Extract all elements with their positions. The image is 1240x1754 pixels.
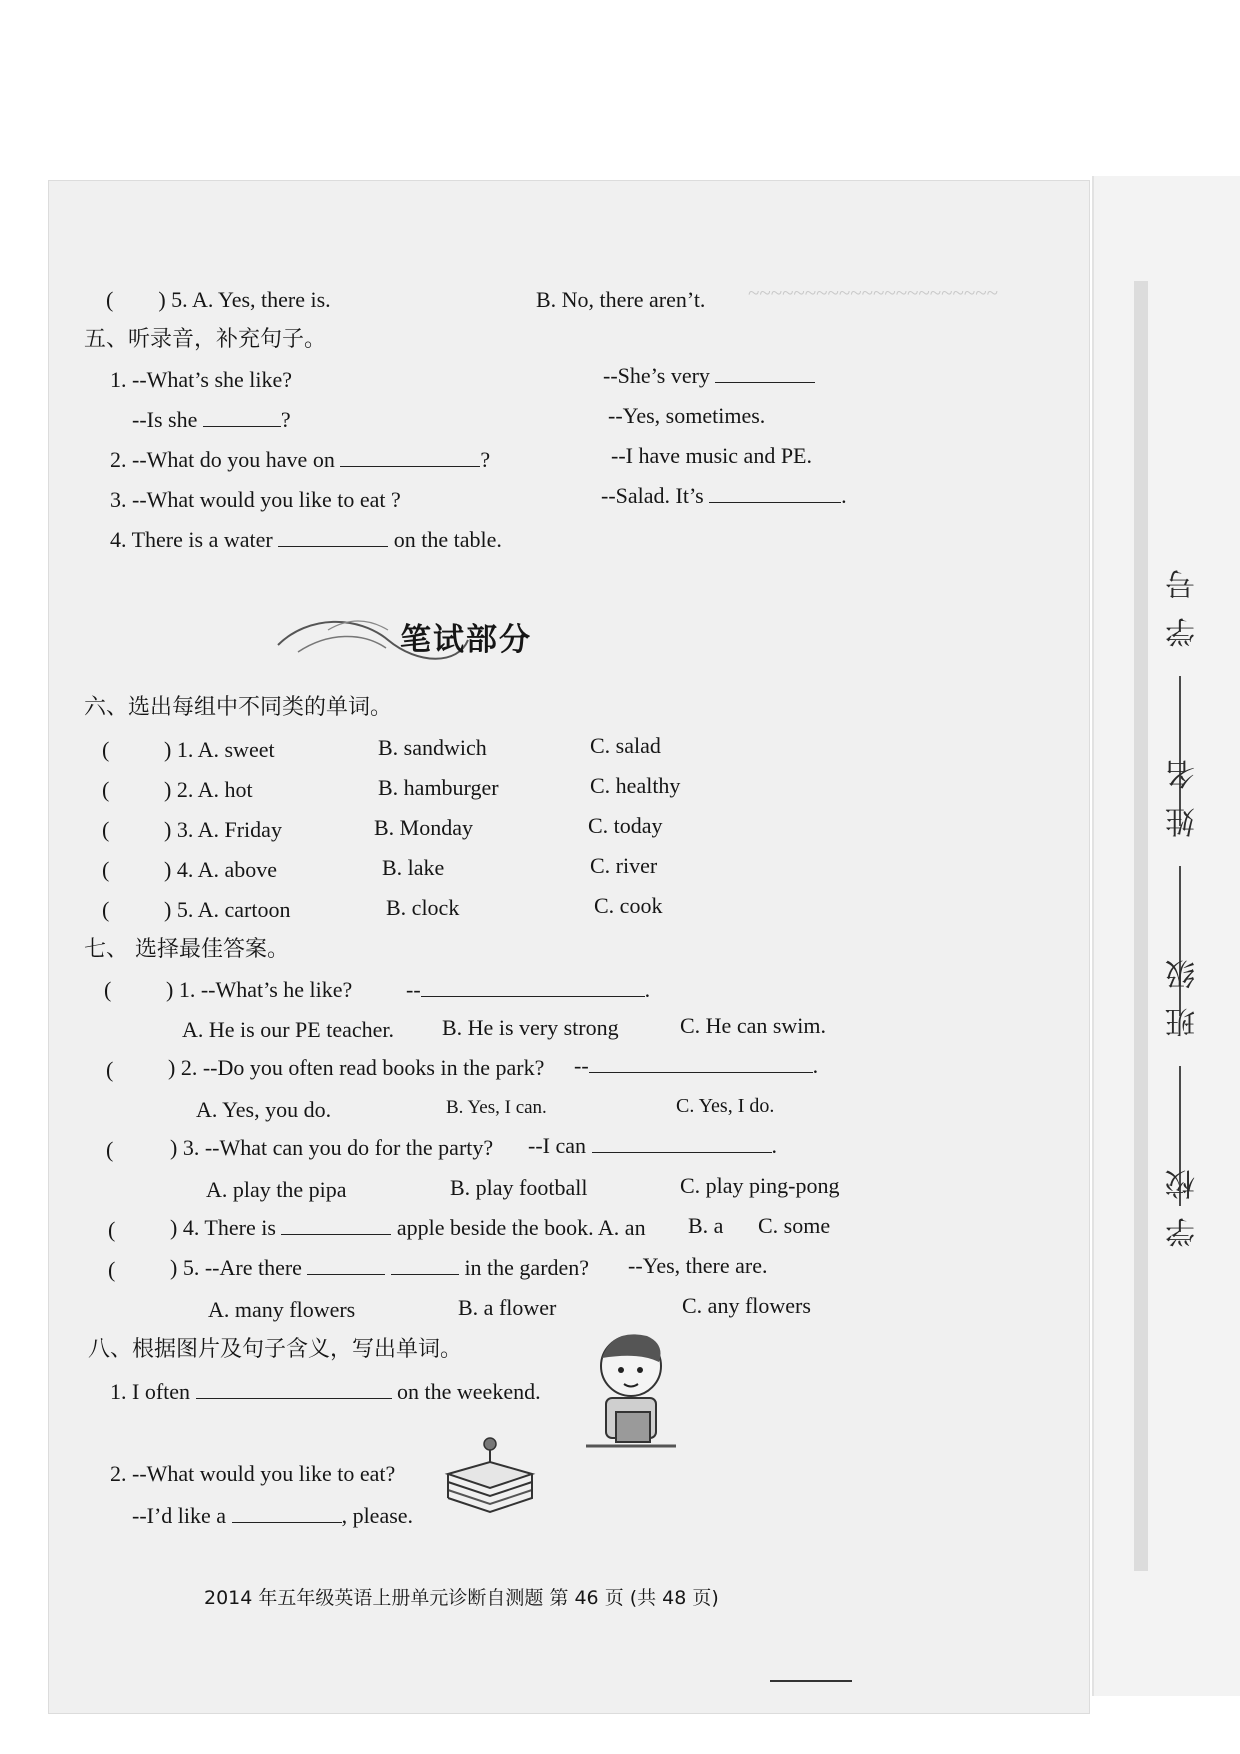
s7-paren: (	[106, 1057, 114, 1082]
s7-q4-b: B. a	[688, 1213, 724, 1238]
s7-q4: ) 4. There is apple beside the book. A. an	[170, 1215, 646, 1240]
s5-line2-left: --Is she ?	[132, 407, 291, 432]
section6-heading: 六、选出每组中不同类的单词。	[84, 695, 393, 720]
s6-row: (	[102, 817, 110, 842]
s7-q3-b: B. play football	[450, 1175, 588, 1200]
s7-q5-c: C. any flowers	[682, 1293, 811, 1318]
s5-line1-right: --She’s very	[603, 362, 815, 390]
s5-line5: 4. There is a water on the table.	[110, 527, 502, 552]
section5-heading: 五、听录音，补充句子。	[84, 327, 327, 352]
s7-q1: ) 1. --What’s he like?	[166, 977, 353, 1002]
s5-line3-right: --I have music and PE.	[611, 443, 812, 468]
s6-row-b: B. sandwich	[378, 735, 487, 760]
s7-paren: (	[108, 1257, 116, 1282]
s5-line4-right: --Salad. It’s .	[601, 483, 847, 508]
s8-line3: --I’d like a , please.	[132, 1503, 414, 1528]
s6-row: (	[102, 897, 110, 922]
stub-label-school: 学校	[1165, 1165, 1195, 1248]
s6-row-c: C. today	[588, 813, 663, 838]
s6-row-item: ) 4. A. above	[164, 857, 278, 882]
s7-q2-b: B. Yes, I can.	[446, 1097, 547, 1118]
s6-row-c: C. salad	[590, 733, 661, 758]
s7-q2: ) 2. --Do you often read books in the park?	[168, 1055, 545, 1080]
scan-mark	[770, 1680, 852, 1682]
s5-line3-left: 2. --What do you have on ?	[110, 447, 491, 472]
s7-q3-c: C. play ping-pong	[680, 1173, 840, 1198]
s7-q5-answer: --Yes, there are.	[628, 1253, 768, 1278]
s6-row: (	[102, 777, 110, 802]
exam-side-stub	[1092, 176, 1240, 1696]
s7-q2-c: C. Yes, I do.	[676, 1095, 775, 1117]
s6-row-b: B. hamburger	[378, 775, 499, 800]
stub-label-name: 姓名	[1165, 755, 1195, 838]
s7-paren: (	[104, 977, 112, 1002]
s5-line1-left: 1. --What’s she like?	[110, 367, 293, 392]
q5-option-b: B. No, there aren’t.	[536, 287, 706, 312]
s7-q1-b: B. He is very strong	[442, 1015, 619, 1040]
s7-q5-a: A. many flowers	[208, 1297, 356, 1322]
s7-q1-a: A. He is our PE teacher.	[182, 1017, 394, 1042]
s7-q3-a: A. play the pipa	[206, 1177, 347, 1202]
sandwich-illustration	[440, 1434, 540, 1524]
s7-q2-answer: -- .	[574, 1053, 819, 1078]
section7-heading: 七、 选择最佳答案。	[84, 937, 289, 962]
s6-row-item: ) 5. A. cartoon	[164, 897, 291, 922]
s6-row-item: ) 1. A. sweet	[164, 737, 275, 762]
s7-paren: (	[108, 1217, 116, 1242]
exam-sheet	[48, 180, 1090, 1714]
stub-label-class: 班级	[1165, 955, 1195, 1038]
written-part-title: 笔试部分	[400, 622, 532, 658]
bleed-through: ~~~~~~~~~~~~~~~~~~~~~~	[748, 281, 998, 305]
s6-row: (	[102, 857, 110, 882]
s7-paren: (	[106, 1137, 114, 1162]
s7-q1-c: C. He can swim.	[680, 1013, 827, 1038]
s5-line4-left: 3. --What would you like to eat ?	[110, 487, 401, 512]
page-footer: 2014 年五年级英语上册单元诊断自测题 第 46 页 (共 48 页)	[204, 1587, 719, 1609]
stub-label-student-number: 学号	[1165, 565, 1195, 648]
s7-q4-c: C. some	[758, 1213, 831, 1238]
q5-listening-row: ( ) 5. A. Yes, there is.	[106, 287, 331, 312]
s7-q1-answer: -- .	[406, 977, 651, 1002]
s6-row-item: ) 2. A. hot	[164, 777, 253, 802]
s7-q5: ) 5. --Are there in the garden?	[170, 1255, 590, 1280]
section8-heading: 八、根据图片及句子含义，写出单词。	[88, 1337, 463, 1362]
s7-q3: ) 3. --What can you do for the party?	[170, 1135, 494, 1160]
s6-row-b: B. Monday	[374, 815, 473, 840]
s8-line2: 2. --What would you like to eat?	[110, 1461, 396, 1486]
s6-row: (	[102, 737, 110, 762]
s6-row-b: B. clock	[386, 895, 460, 920]
s7-q3-answer: --I can .	[528, 1133, 778, 1158]
s6-row-c: C. river	[590, 853, 658, 878]
stub-shade-bar	[1134, 281, 1148, 1571]
s6-row-c: C. healthy	[590, 773, 681, 798]
s7-q5-b: B. a flower	[458, 1295, 557, 1320]
s6-row-c: C. cook	[594, 893, 663, 918]
s6-row-item: ) 3. A. Friday	[164, 817, 282, 842]
s7-q2-a: A. Yes, you do.	[196, 1097, 332, 1122]
s5-line2-right: --Yes, sometimes.	[608, 403, 766, 428]
boy-reading-illustration	[576, 1328, 686, 1458]
s8-line1: 1. I often on the weekend.	[110, 1379, 541, 1404]
s6-row-b: B. lake	[382, 855, 445, 880]
